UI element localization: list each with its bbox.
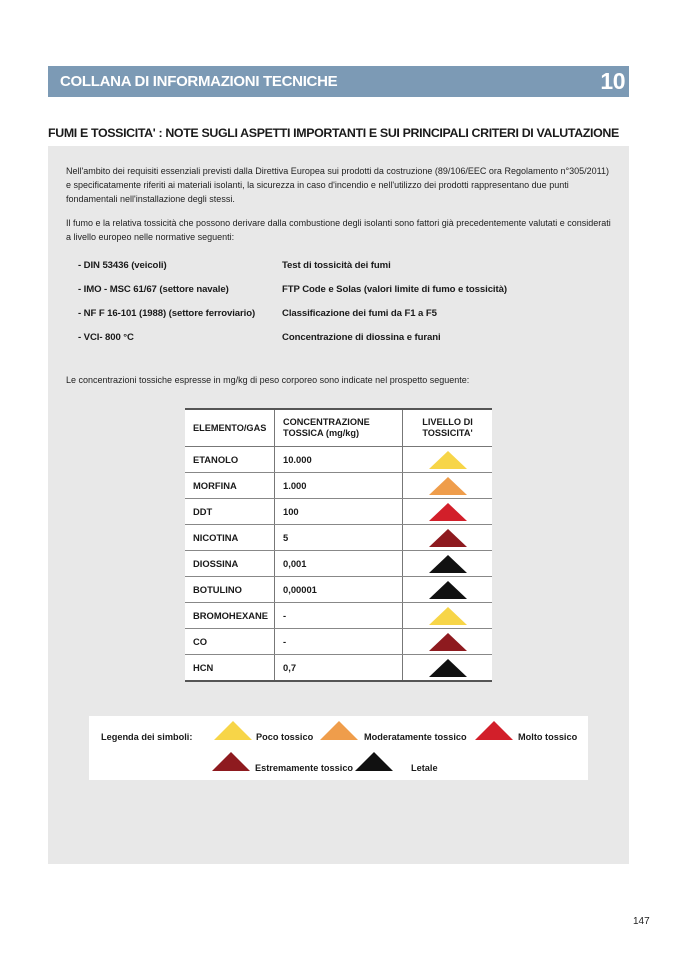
toxicity-triangle-icon xyxy=(429,633,467,651)
header-level-line1: LIVELLO DI xyxy=(422,417,473,427)
table-row xyxy=(185,473,492,499)
toxicity-triangle-icon xyxy=(429,607,467,625)
table-row xyxy=(185,499,492,525)
concentration-cell: 100 xyxy=(275,499,403,525)
chapter-banner xyxy=(48,66,629,97)
toxicity-triangle-icon xyxy=(429,529,467,547)
table-row xyxy=(185,577,492,603)
table-row xyxy=(185,603,492,629)
legend-triangle-icon xyxy=(475,721,513,740)
table-row xyxy=(185,551,492,577)
chapter-number: 10 xyxy=(600,68,625,94)
element-cell: CO xyxy=(185,629,275,655)
header-level-line2: TOSSICITA' xyxy=(422,428,473,438)
level-cell xyxy=(403,629,493,655)
toxicity-triangle-icon xyxy=(429,451,467,469)
content-panel xyxy=(48,146,629,864)
symbol-legend xyxy=(89,716,588,780)
level-cell xyxy=(403,473,493,499)
table-row xyxy=(185,629,492,655)
toxicity-table xyxy=(185,408,492,682)
element-cell: MORFINA xyxy=(185,473,275,499)
legend-triangle-icon xyxy=(214,721,252,740)
series-title: COLLANA DI INFORMAZIONI TECNICHE xyxy=(60,73,338,90)
level-cell xyxy=(403,603,493,629)
level-cell xyxy=(403,551,493,577)
legend-label: Moderatamente tossico xyxy=(364,732,467,742)
toxicity-triangle-icon xyxy=(429,555,467,573)
table-row xyxy=(185,655,492,682)
header-concentration-line2: TOSSICA (mg/kg) xyxy=(283,428,360,438)
norm-item: - IMO - MSC 61/67 (settore navale) xyxy=(78,284,229,295)
norm-description: Test di tossicità dei fumi xyxy=(282,260,391,271)
concentration-cell: - xyxy=(275,629,403,655)
element-cell: HCN xyxy=(185,655,275,682)
legend-label: Poco tossico xyxy=(256,732,314,742)
toxicity-triangle-icon xyxy=(429,581,467,599)
norm-item: - NF F 16-101 (1988) (settore ferroviario) xyxy=(78,308,256,319)
toxicity-triangle-icon xyxy=(429,659,467,677)
element-cell: BOTULINO xyxy=(185,577,275,603)
concentration-cell: 0,001 xyxy=(275,551,403,577)
element-cell: DIOSSINA xyxy=(185,551,275,577)
concentration-cell: 0,00001 xyxy=(275,577,403,603)
concentration-cell: 1.000 xyxy=(275,473,403,499)
toxicity-triangle-icon xyxy=(429,503,467,521)
norm-description: FTP Code e Solas (valori limite di fumo e tossicità) xyxy=(282,284,507,295)
level-cell xyxy=(403,447,493,473)
intro-paragraph-1: Nell'ambito dei requisiti essenziali previsti dalla Direttiva Europea sui prodotti da costruzione (89/106/EEC ora Regolamento n°305/2011) e specificatamente riferiti ai materiali isolanti, la sicurezza in caso d'incendio e nell'utilizzo dei prodotti rappresentano due punti fondamentali nell'installazione degli stessi. xyxy=(66,166,609,204)
legend-triangle-icon xyxy=(355,752,393,771)
norm-item: - VCI- 800 °C xyxy=(78,332,134,343)
element-cell: NICOTINA xyxy=(185,525,275,551)
element-cell: DDT xyxy=(185,499,275,525)
level-cell xyxy=(403,525,493,551)
element-cell: BROMOHEXANE xyxy=(185,603,275,629)
concentration-cell: - xyxy=(275,603,403,629)
legend-label: Letale xyxy=(411,763,438,773)
level-cell xyxy=(403,655,493,682)
table-header-row xyxy=(185,409,492,447)
norm-item: - DIN 53436 (veicoli) xyxy=(78,260,167,271)
table-row xyxy=(185,525,492,551)
legend-triangle-icon xyxy=(320,721,358,740)
norm-description: Concentrazione di diossina e furani xyxy=(282,332,441,343)
legend-label: Estremamente tossico xyxy=(255,763,354,773)
level-cell xyxy=(403,577,493,603)
intro-paragraph-2: Il fumo e la relativa tossicità che possono derivare dalla combustione degli isolanti sono fattori già precedentemente valutati e considerati a livello europeo nelle normative seguenti: xyxy=(66,218,611,242)
legend-title: Legenda dei simboli: xyxy=(101,732,193,742)
header-concentration-line1: CONCENTRAZIONE xyxy=(283,417,370,427)
concentration-cell: 10.000 xyxy=(275,447,403,473)
concentration-cell: 0,7 xyxy=(275,655,403,682)
legend-label: Molto tossico xyxy=(518,732,578,742)
norm-description: Classificazione dei fumi da F1 a F5 xyxy=(282,308,437,319)
header-element: ELEMENTO/GAS xyxy=(185,409,275,447)
concentration-cell: 5 xyxy=(275,525,403,551)
header-concentration xyxy=(275,409,403,447)
section-title: FUMI E TOSSICITA' : NOTE SUGLI ASPETTI IMPORTANTI E SUI PRINCIPALI CRITERI DI VALUTAZIONE xyxy=(48,126,619,140)
header-level xyxy=(403,409,493,447)
intro-paragraph-3: Le concentrazioni tossiche espresse in mg/kg di peso corporeo sono indicate nel prospetto seguente: xyxy=(66,375,470,385)
element-cell: ETANOLO xyxy=(185,447,275,473)
legend-triangle-icon xyxy=(212,752,250,771)
toxicity-triangle-icon xyxy=(429,477,467,495)
table-row xyxy=(185,447,492,473)
level-cell xyxy=(403,499,493,525)
page-number: 147 xyxy=(633,916,650,927)
